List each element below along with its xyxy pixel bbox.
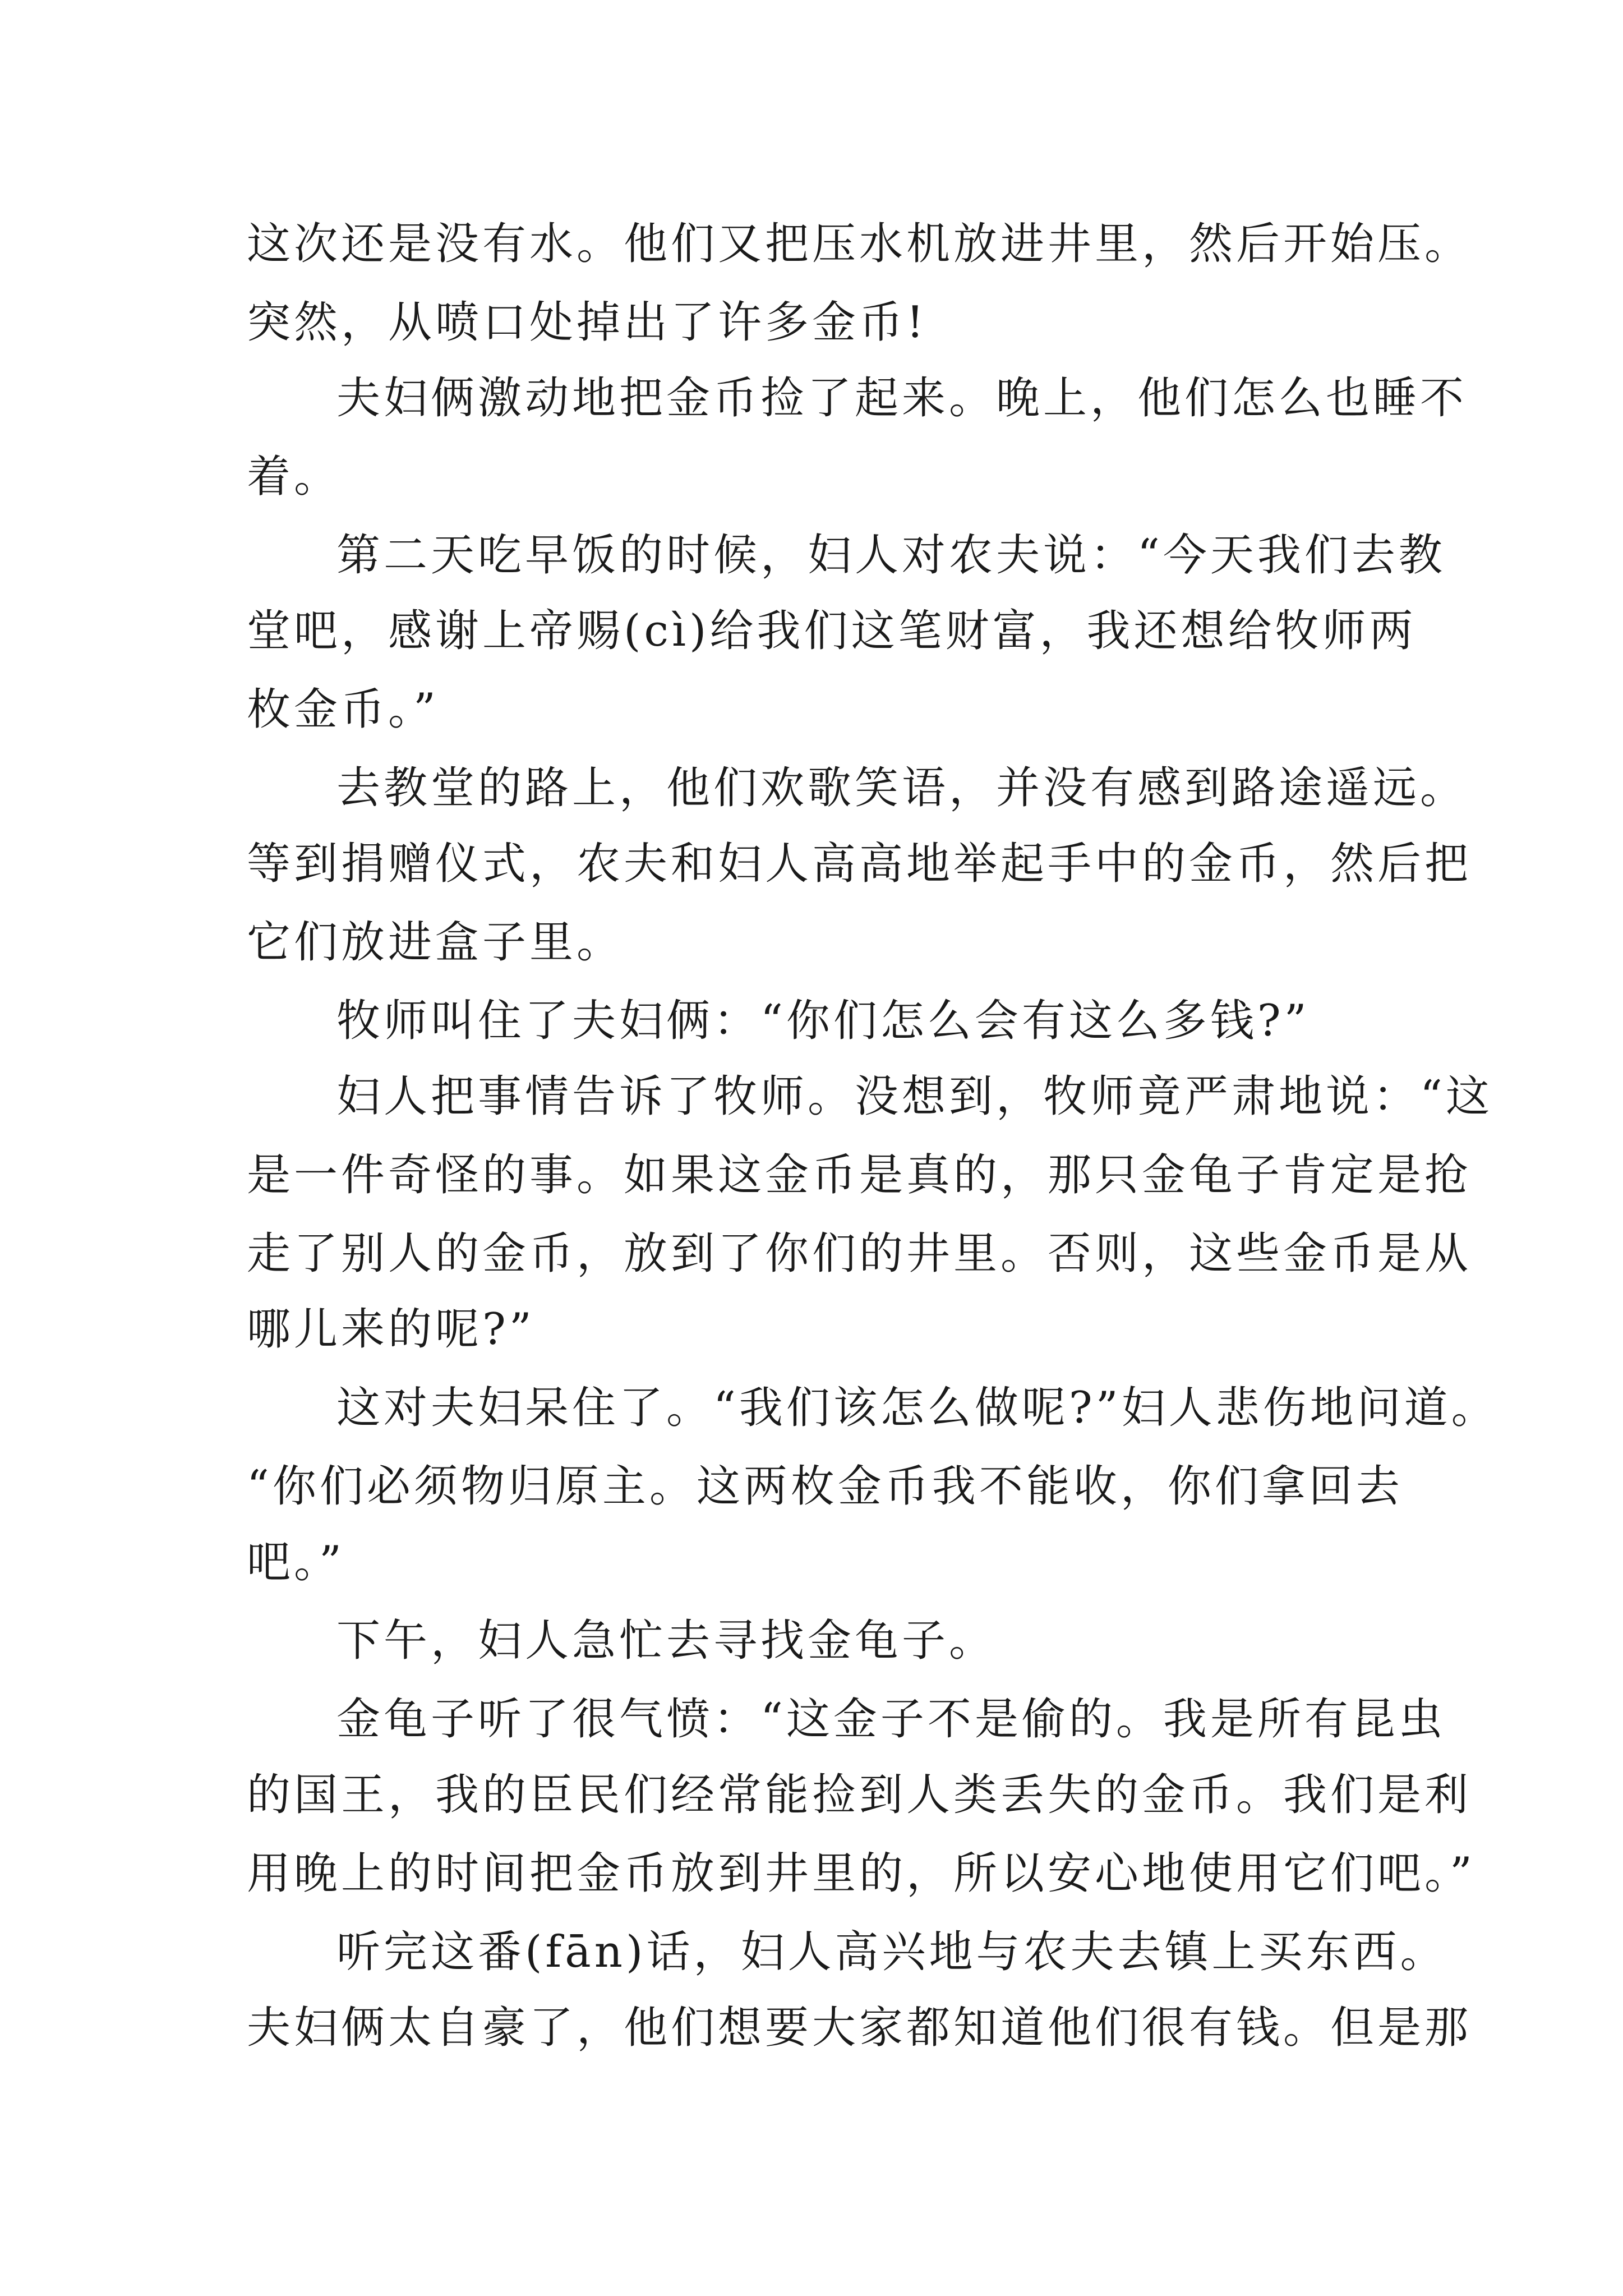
- text-line: 牧师叫住了夫妇俩：“你们怎么会有这么多钱?”: [336, 996, 1310, 1046]
- text-line: 下午，妇人急忙去寻找金龟子。: [336, 1616, 997, 1666]
- text-line: “你们必须物归原主。这两枚金币我不能收，你们拿回去: [247, 1461, 1403, 1512]
- text-line: 的国王，我的臣民们经常能捡到人类丢失的金币。我们是利: [247, 1770, 1472, 1820]
- text-line: 堂吧，感谢上帝赐(cì)给我们这笔财富，我还想给牧师两: [247, 606, 1417, 656]
- text-line: 这对夫妇呆住了。“我们该怎么做呢?”妇人悲伤地问道。: [336, 1383, 1498, 1433]
- text-line: 枚金币。”: [247, 684, 439, 735]
- text-line: 用晚上的时间把金币放到井里的，所以安心地使用它们吧。”: [247, 1848, 1476, 1899]
- text-line: 着。: [247, 452, 342, 502]
- text-line: 哪儿来的呢?”: [247, 1304, 535, 1355]
- text-line: 走了别人的金币，放到了你们的井里。否则，这些金币是从: [247, 1228, 1472, 1279]
- text-line: 去教堂的路上，他们欢歌笑语，并没有感到路途遥远。: [336, 763, 1468, 813]
- text-line: 等到捐赠仪式，农夫和妇人高高地举起手中的金币，然后把: [247, 839, 1472, 889]
- text-line: 突然，从喷口处掉出了许多金币!: [247, 297, 928, 348]
- text-line: 夫妇俩激动地把金币捡了起来。晚上，他们怎么也睡不: [336, 373, 1468, 424]
- text-line: 听完这番(fān)话，妇人高兴地与农夫去镇上买东西。: [336, 1927, 1447, 1977]
- text-line: 这次还是没有水。他们又把压水机放进井里，然后开始压。: [247, 219, 1472, 269]
- text-line: 第二天吃早饭的时候，妇人对农夫说：“今天我们去教: [336, 530, 1446, 581]
- text-line: 夫妇俩太自豪了，他们想要大家都知道他们很有钱。但是那: [247, 2003, 1472, 2053]
- text-line: 金龟子听了很气愤：“这金子不是偷的。我是所有昆虫: [336, 1694, 1446, 1745]
- text-line: 是一件奇怪的事。如果这金币是真的，那只金龟子肯定是抢: [247, 1150, 1472, 1200]
- text-line: 它们放进盒子里。: [247, 917, 624, 968]
- text-line: 吧。”: [247, 1537, 345, 1588]
- text-line: 妇人把事情告诉了牧师。没想到，牧师竟严肃地说：“这: [336, 1071, 1493, 1122]
